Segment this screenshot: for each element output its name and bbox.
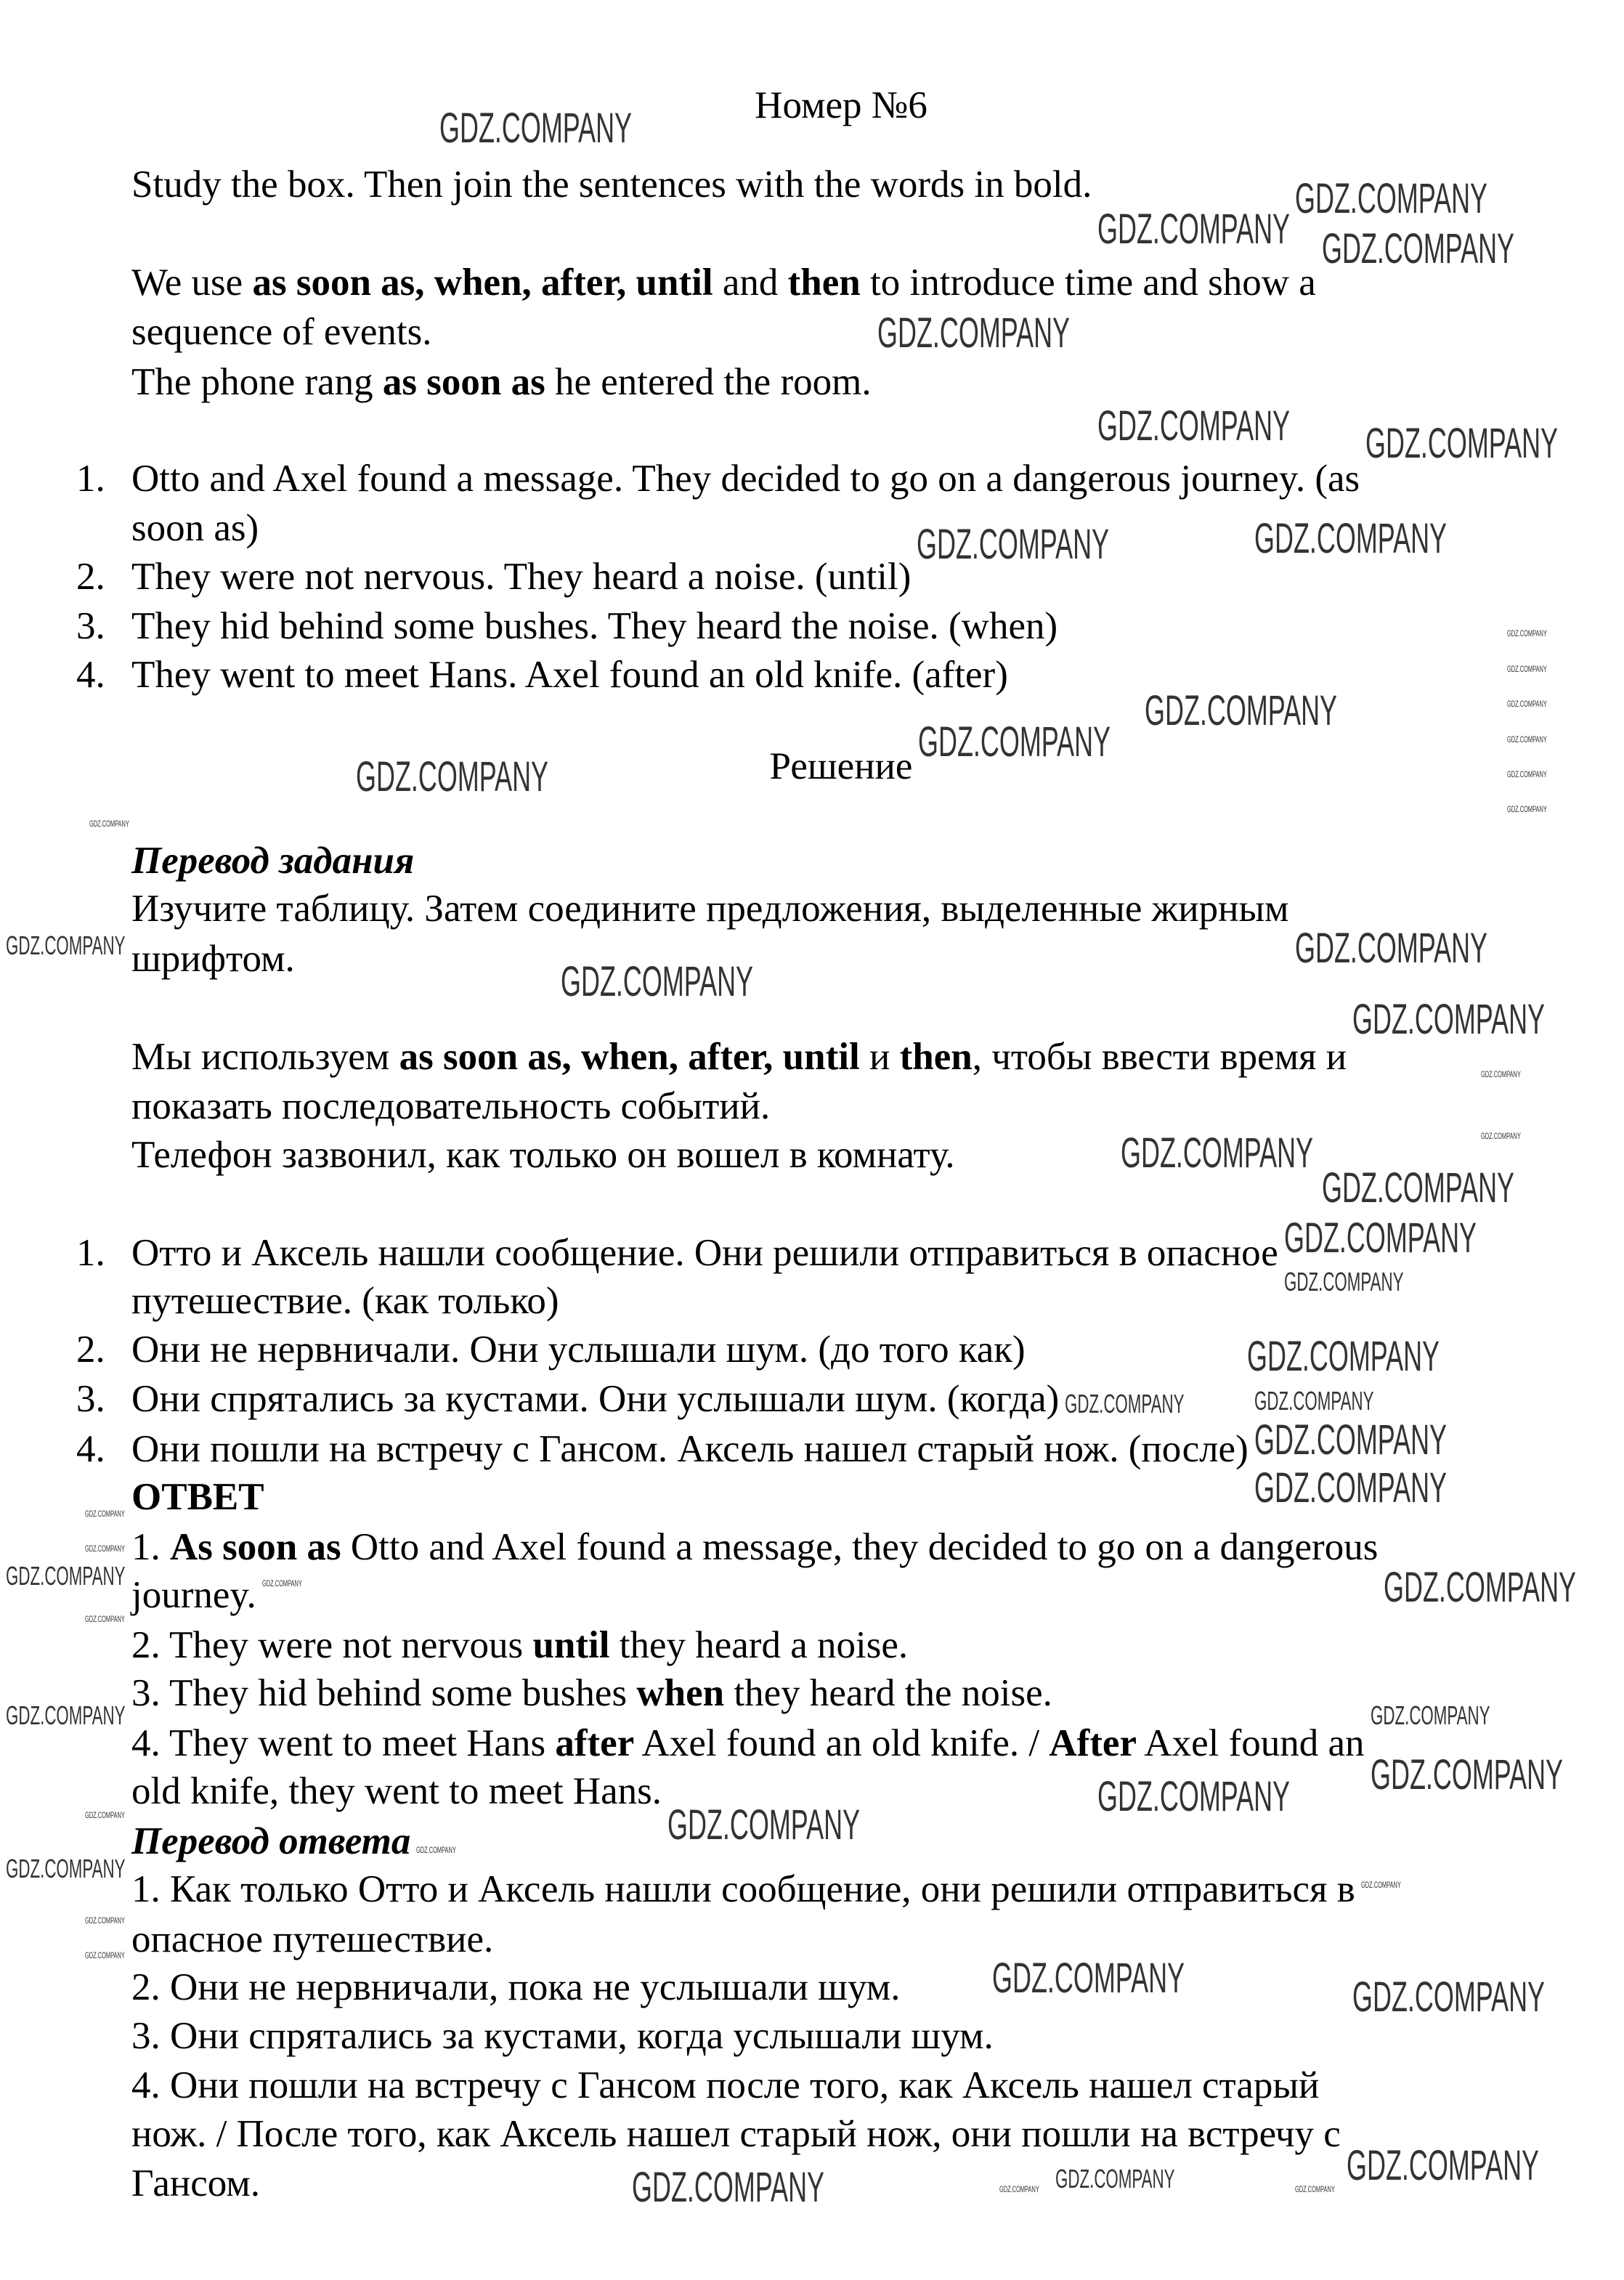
watermark: GDZ.COMPANY bbox=[85, 1543, 125, 1554]
watermark: GDZ.COMPANY bbox=[1481, 1131, 1521, 1141]
bold-keyword: until bbox=[532, 1624, 610, 1666]
watermark: GDZ.COMPANY bbox=[1254, 1464, 1448, 1512]
watermark: GDZ.COMPANY bbox=[1097, 206, 1291, 253]
answer-translation-heading: Перевод ответа bbox=[131, 1820, 411, 1862]
watermark: GDZ.COMPANY bbox=[917, 521, 1110, 568]
watermark: GDZ.COMPANY bbox=[1384, 1564, 1577, 1611]
box-line bbox=[131, 308, 432, 357]
text-segment: и bbox=[859, 1036, 900, 1078]
answer-translation-line bbox=[131, 1915, 493, 1964]
item-number: 1. bbox=[76, 1232, 105, 1274]
translation-item-line: Они пошли на встречу с Гансом. Аксель нашел старый нож. (после) bbox=[131, 1428, 1249, 1470]
text-segment: sequence of events. bbox=[131, 311, 432, 353]
watermark: GDZ.COMPANY bbox=[85, 1509, 125, 1519]
solution-heading: Решение bbox=[769, 745, 913, 787]
item-number: 2. bbox=[76, 1328, 105, 1371]
watermark: GDZ.COMPANY bbox=[667, 1801, 861, 1849]
answer-translation-line bbox=[131, 2159, 260, 2208]
text-segment: and bbox=[712, 261, 788, 304]
watermark: GDZ.COMPANY bbox=[89, 819, 129, 829]
watermark: GDZ.COMPANY bbox=[1055, 2164, 1175, 2194]
bold-keyword: After bbox=[1049, 1722, 1137, 1764]
watermark: GDZ.COMPANY bbox=[6, 1561, 126, 1591]
translation-item-line: путешествие. (как только) bbox=[131, 1280, 559, 1322]
watermark: GDZ.COMPANY bbox=[85, 1810, 125, 1820]
watermark: GDZ.COMPANY bbox=[1507, 769, 1547, 779]
box-line bbox=[131, 259, 1316, 307]
text-segment: journey. bbox=[131, 1574, 256, 1616]
bold-keyword: as soon as, when, after, until bbox=[399, 1036, 860, 1078]
text-segment: 3. They hid behind some bushes bbox=[131, 1672, 637, 1714]
item-number: 4. bbox=[76, 654, 105, 696]
text-segment: The phone rang bbox=[131, 361, 383, 403]
answer-translation-line bbox=[131, 1963, 901, 2012]
item-number: 1. bbox=[76, 458, 105, 500]
watermark: GDZ.COMPANY bbox=[1145, 687, 1338, 734]
watermark: GDZ.COMPANY bbox=[1284, 1214, 1477, 1262]
answer-line bbox=[131, 1571, 256, 1620]
watermark: GDZ.COMPANY bbox=[1295, 2184, 1335, 2194]
task-item-line: They went to meet Hans. Axel found an old knife. (after) bbox=[131, 654, 1008, 696]
watermark: GDZ.COMPANY bbox=[632, 2164, 825, 2211]
watermark: GDZ.COMPANY bbox=[1507, 734, 1547, 745]
watermark: GDZ.COMPANY bbox=[6, 1854, 126, 1883]
text-segment: they heard the noise. bbox=[724, 1672, 1052, 1714]
translation-line: Изучите таблицу. Затем соедините предложения, выделенные жирным bbox=[131, 888, 1289, 930]
watermark: GDZ.COMPANY bbox=[1065, 1389, 1185, 1419]
watermark: GDZ.COMPANY bbox=[877, 309, 1071, 357]
watermark: GDZ.COMPANY bbox=[999, 2184, 1039, 2194]
watermark: GDZ.COMPANY bbox=[1371, 1751, 1564, 1798]
watermark: GDZ.COMPANY bbox=[1295, 925, 1488, 972]
box-line bbox=[131, 1033, 1347, 1082]
text-segment: old knife, they went to meet Hans. bbox=[131, 1770, 662, 1812]
watermark: GDZ.COMPANY bbox=[416, 1845, 456, 1855]
watermark: GDZ.COMPANY bbox=[1352, 996, 1546, 1043]
text-segment: to introduce time and show a bbox=[860, 261, 1316, 304]
text-segment: 2. Они не нервничали, пока не услышали шум. bbox=[131, 1966, 901, 2008]
answer-line bbox=[131, 1621, 908, 1670]
answer-line bbox=[131, 1719, 1365, 1768]
answer-line bbox=[131, 1523, 1378, 1572]
answer-line bbox=[131, 1767, 662, 1816]
answer-translation-line bbox=[131, 2012, 994, 2061]
box-example bbox=[131, 358, 872, 407]
watermark: GDZ.COMPANY bbox=[1481, 1069, 1521, 1079]
watermark: GDZ.COMPANY bbox=[1507, 664, 1547, 674]
watermark: GDZ.COMPANY bbox=[1371, 1700, 1490, 1730]
text-segment: , чтобы ввести время и bbox=[972, 1036, 1347, 1078]
watermark: GDZ.COMPANY bbox=[1254, 1416, 1448, 1464]
item-number: 2. bbox=[76, 556, 105, 598]
answer-translation-line bbox=[131, 1865, 1355, 1914]
answer-translation-line bbox=[131, 2061, 1319, 2110]
answer-line bbox=[131, 1669, 1052, 1718]
translation-line: шрифтом. bbox=[131, 938, 295, 980]
watermark: GDZ.COMPANY bbox=[1097, 402, 1291, 450]
watermark: GDZ.COMPANY bbox=[1121, 1129, 1314, 1177]
bold-keyword: after bbox=[555, 1722, 635, 1764]
text-segment: 3. Они спрятались за кустами, когда услышали шум. bbox=[131, 2015, 994, 2057]
task-translation-heading: Перевод задания bbox=[131, 840, 415, 882]
text-segment: Axel found an old knife. / bbox=[634, 1722, 1049, 1764]
bold-keyword: as soon as, when, after, until bbox=[252, 261, 713, 304]
watermark: GDZ.COMPANY bbox=[439, 105, 633, 152]
watermark: GDZ.COMPANY bbox=[1247, 1333, 1440, 1380]
box-example bbox=[131, 1131, 954, 1180]
text-segment: Гансом. bbox=[131, 2162, 261, 2204]
watermark: GDZ.COMPANY bbox=[85, 1950, 125, 1960]
watermark: GDZ.COMPANY bbox=[1322, 1164, 1515, 1212]
watermark: GDZ.COMPANY bbox=[1347, 2142, 1540, 2189]
answer-heading: ОТВЕТ bbox=[131, 1476, 264, 1518]
item-number: 3. bbox=[76, 605, 105, 647]
watermark: GDZ.COMPANY bbox=[561, 958, 754, 1005]
watermark: GDZ.COMPANY bbox=[1507, 628, 1547, 638]
answer-translation-line bbox=[131, 2110, 1341, 2159]
watermark: GDZ.COMPANY bbox=[1507, 804, 1547, 814]
text-segment: 1. bbox=[131, 1526, 170, 1568]
watermark: GDZ.COMPANY bbox=[1284, 1267, 1404, 1297]
text-segment: показать последовательность событий. bbox=[131, 1085, 771, 1127]
watermark: GDZ.COMPANY bbox=[1507, 699, 1547, 709]
watermark: GDZ.COMPANY bbox=[1352, 1973, 1546, 2021]
watermark: GDZ.COMPANY bbox=[992, 1955, 1185, 2002]
watermark: GDZ.COMPANY bbox=[85, 1915, 125, 1926]
text-segment: Axel found an bbox=[1136, 1722, 1365, 1764]
text-segment: 4. They went to meet Hans bbox=[131, 1722, 556, 1764]
text-segment: Otto and Axel found a message, they decided to go on a dangerous bbox=[341, 1526, 1379, 1568]
text-segment: 4. Они пошли на встречу с Гансом после того, как Аксель нашел старый bbox=[131, 2064, 1320, 2106]
text-segment: Телефон зазвонил, как только он вошел в комнату. bbox=[131, 1134, 955, 1176]
watermark: GDZ.COMPANY bbox=[918, 718, 1111, 766]
text-segment: опасное путешествие. bbox=[131, 1918, 494, 1960]
bold-keyword: then bbox=[787, 261, 861, 304]
text-segment: We use bbox=[131, 261, 253, 304]
item-number: 4. bbox=[76, 1428, 105, 1470]
watermark: GDZ.COMPANY bbox=[1322, 225, 1515, 272]
translation-item-line: Они не нервничали. Они услышали шум. (до того как) bbox=[131, 1328, 1026, 1371]
bold-keyword: As soon as bbox=[170, 1526, 341, 1568]
text-segment: he entered the room. bbox=[545, 361, 872, 403]
text-segment: they heard a noise. bbox=[609, 1624, 909, 1666]
watermark: GDZ.COMPANY bbox=[6, 1700, 126, 1730]
watermark: GDZ.COMPANY bbox=[356, 753, 549, 800]
text-segment: 2. They were not nervous bbox=[131, 1624, 533, 1666]
translation-item-line: Они спрятались за кустами. Они услышали шум. (когда) bbox=[131, 1378, 1060, 1420]
watermark: GDZ.COMPANY bbox=[1097, 1773, 1291, 1820]
task-item-line: soon as) bbox=[131, 507, 259, 549]
watermark: GDZ.COMPANY bbox=[6, 930, 126, 960]
translation-item-line: Отто и Аксель нашли сообщение. Они решили отправиться в опасное bbox=[131, 1232, 1278, 1274]
watermark: GDZ.COMPANY bbox=[1361, 1880, 1401, 1890]
task-item-line: Otto and Axel found a message. They decided to go on a dangerous journey. (as bbox=[131, 458, 1360, 500]
page-title: Номер №6 bbox=[755, 84, 927, 126]
watermark: GDZ.COMPANY bbox=[1365, 420, 1559, 467]
watermark: GDZ.COMPANY bbox=[85, 1614, 125, 1624]
bold-keyword: then bbox=[899, 1036, 973, 1078]
watermark: GDZ.COMPANY bbox=[262, 1578, 302, 1589]
watermark: GDZ.COMPANY bbox=[1295, 175, 1488, 222]
watermark: GDZ.COMPANY bbox=[1254, 515, 1448, 562]
bold-keyword: when bbox=[636, 1672, 725, 1714]
text-segment: 1. Как только Отто и Аксель нашли сообщение, они решили отправиться в bbox=[131, 1868, 1355, 1910]
task-item-line: They were not nervous. They heard a noise. (until) bbox=[131, 556, 912, 598]
bold-keyword: as soon as bbox=[382, 361, 545, 403]
text-segment: нож. / После того, как Аксель нашел старый нож, они пошли на встречу с bbox=[131, 2113, 1341, 2155]
watermark: GDZ.COMPANY bbox=[1254, 1386, 1374, 1416]
box-line bbox=[131, 1082, 770, 1131]
task-item-line: They hid behind some bushes. They heard the noise. (when) bbox=[131, 605, 1058, 647]
task-instruction: Study the box. Then join the sentences with the words in bold. bbox=[131, 163, 1092, 206]
item-number: 3. bbox=[76, 1378, 105, 1420]
text-segment: Мы используем bbox=[131, 1036, 399, 1078]
